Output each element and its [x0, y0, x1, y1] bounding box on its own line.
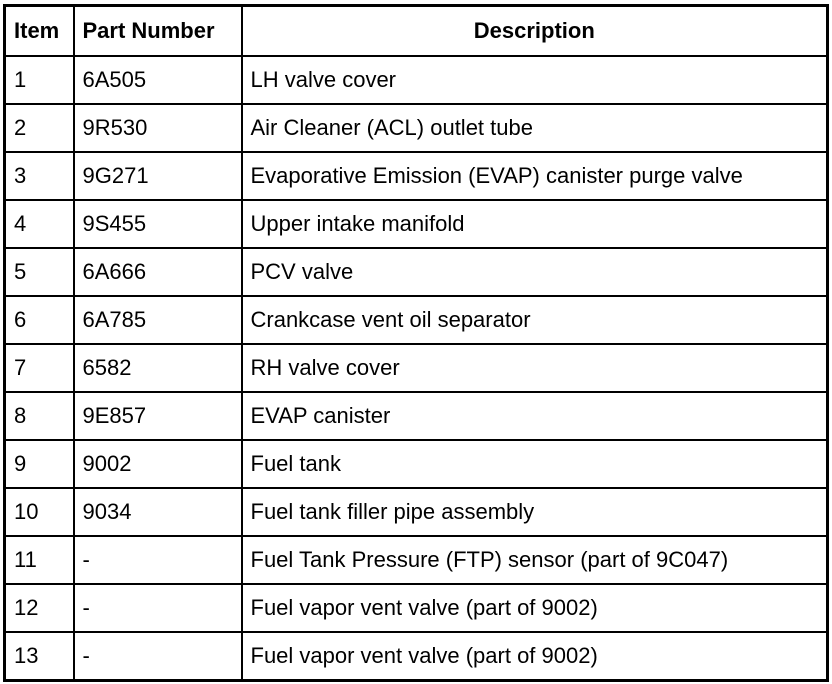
- part-number-cell: -: [74, 584, 242, 632]
- description-cell: RH valve cover: [242, 344, 828, 392]
- table-row: [5, 392, 828, 440]
- description-cell: Evaporative Emission (EVAP) canister purge valve: [242, 152, 828, 200]
- table-row: [5, 248, 828, 296]
- table-row: [5, 344, 828, 392]
- item-cell: 13: [5, 632, 74, 681]
- parts-table: [3, 4, 829, 682]
- header-row: [5, 6, 828, 57]
- item-cell: 8: [5, 392, 74, 440]
- table-row: [5, 296, 828, 344]
- description-cell: LH valve cover: [242, 56, 828, 104]
- part-number-cell: 9R530: [74, 104, 242, 152]
- part-number-cell: 6A666: [74, 248, 242, 296]
- description-cell: Fuel tank: [242, 440, 828, 488]
- description-cell: Fuel vapor vent valve (part of 9002): [242, 584, 828, 632]
- table-row: [5, 488, 828, 536]
- description-cell: PCV valve: [242, 248, 828, 296]
- table-row: [5, 440, 828, 488]
- part-number-column-header: Part Number: [74, 6, 242, 57]
- part-number-cell: 6582: [74, 344, 242, 392]
- description-cell: EVAP canister: [242, 392, 828, 440]
- item-cell: 4: [5, 200, 74, 248]
- part-number-cell: 9002: [74, 440, 242, 488]
- item-cell: 3: [5, 152, 74, 200]
- part-number-cell: 9S455: [74, 200, 242, 248]
- description-cell: Crankcase vent oil separator: [242, 296, 828, 344]
- item-cell: 10: [5, 488, 74, 536]
- description-cell: Upper intake manifold: [242, 200, 828, 248]
- table-row: [5, 104, 828, 152]
- part-number-cell: -: [74, 632, 242, 681]
- part-number-cell: 9G271: [74, 152, 242, 200]
- item-cell: 9: [5, 440, 74, 488]
- item-cell: 11: [5, 536, 74, 584]
- table-row: [5, 152, 828, 200]
- part-number-cell: 9E857: [74, 392, 242, 440]
- part-number-cell: 9034: [74, 488, 242, 536]
- part-number-cell: 6A505: [74, 56, 242, 104]
- table-row: [5, 584, 828, 632]
- item-cell: 12: [5, 584, 74, 632]
- description-column-header: Description: [242, 6, 828, 57]
- item-cell: 5: [5, 248, 74, 296]
- part-number-cell: -: [74, 536, 242, 584]
- item-column-header: Item: [5, 6, 74, 57]
- item-cell: 1: [5, 56, 74, 104]
- table-row: [5, 536, 828, 584]
- description-cell: Fuel vapor vent valve (part of 9002): [242, 632, 828, 681]
- item-cell: 6: [5, 296, 74, 344]
- table-row: [5, 56, 828, 104]
- table-row: [5, 200, 828, 248]
- part-number-cell: 6A785: [74, 296, 242, 344]
- table-row: [5, 632, 828, 681]
- description-cell: Air Cleaner (ACL) outlet tube: [242, 104, 828, 152]
- description-cell: Fuel tank filler pipe assembly: [242, 488, 828, 536]
- item-cell: 7: [5, 344, 74, 392]
- item-cell: 2: [5, 104, 74, 152]
- description-cell: Fuel Tank Pressure (FTP) sensor (part of 9C047): [242, 536, 828, 584]
